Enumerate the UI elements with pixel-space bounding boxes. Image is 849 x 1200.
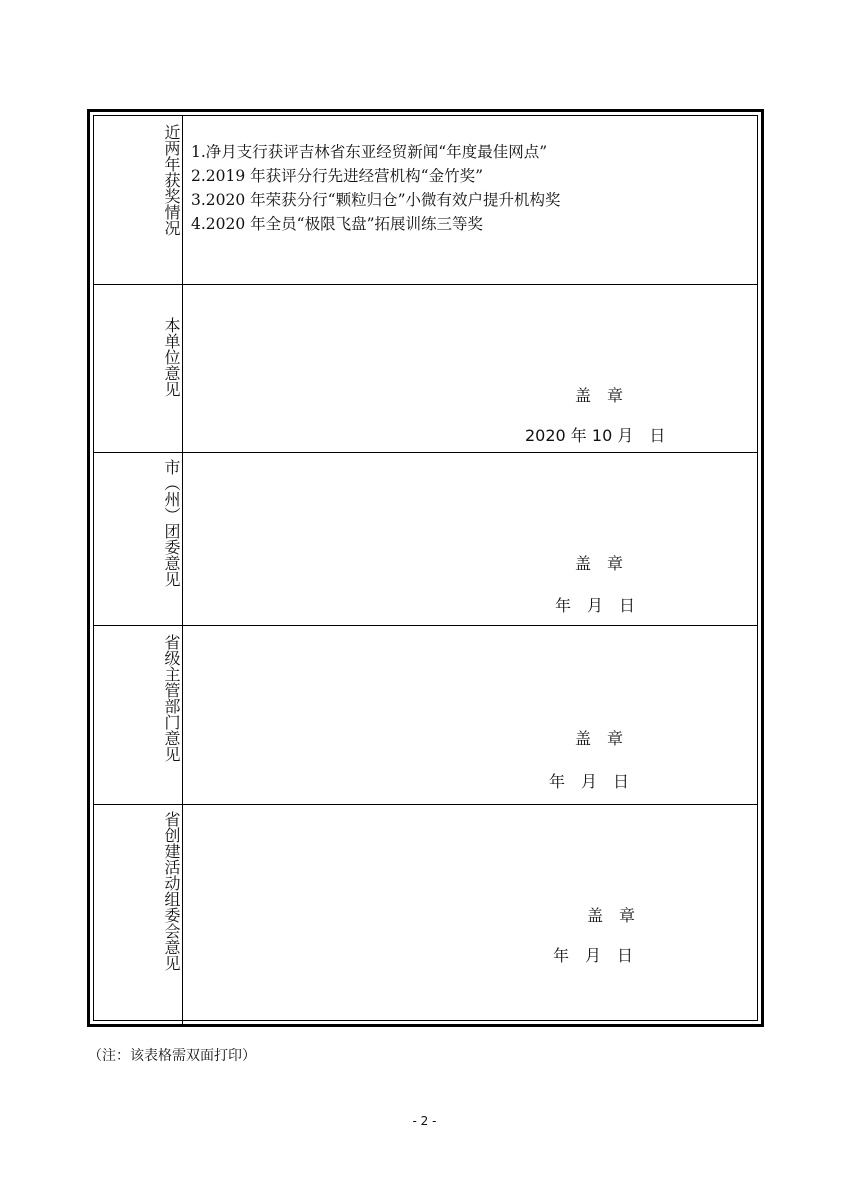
label-city-committee: 市（州）团委意见 — [162, 459, 181, 587]
label-organizing-committee: 省创建活动组委会意见 — [162, 811, 181, 971]
label-cell-provincial — [94, 626, 183, 804]
award-item-2: 2.2019 年获评分行先进经营机构“金竹奖” — [191, 167, 484, 185]
row-city-committee — [94, 453, 757, 626]
content-unit-opinion — [183, 285, 757, 452]
row-unit-opinion — [94, 285, 757, 453]
form-inner-border — [93, 115, 758, 1021]
application-form-table — [87, 109, 764, 1027]
page-number: - 2 - — [412, 1114, 437, 1128]
label-provincial-department: 省级主管部门意见 — [162, 634, 181, 762]
date-unit: 2020 年 10 月 日 — [525, 426, 666, 445]
date-city: 年 月 日 — [555, 596, 636, 615]
content-provincial-department — [183, 626, 757, 804]
seal-text-city: 盖 章 — [575, 554, 624, 573]
label-unit-opinion: 本单位意见 — [162, 317, 181, 397]
seal-text-unit: 盖 章 — [575, 386, 624, 405]
date-organizing: 年 月 日 — [553, 946, 634, 965]
awards-list — [191, 140, 561, 236]
label-cell-unit — [94, 285, 183, 452]
content-city-committee — [183, 453, 757, 625]
footnote: （注：该表格需双面打印） — [88, 1048, 256, 1064]
label-cell-awards — [94, 116, 183, 284]
seal-text-organizing: 盖 章 — [587, 906, 636, 925]
row-awards — [94, 116, 757, 285]
content-organizing-committee — [183, 805, 757, 1026]
seal-text-provincial: 盖 章 — [575, 729, 624, 748]
date-provincial: 年 月 日 — [549, 772, 630, 791]
label-cell-organizing — [94, 805, 183, 1026]
award-item-1: 1.净月支行获评吉林省东亚经贸新闻“年度最佳网点” — [191, 143, 548, 161]
content-awards — [183, 116, 757, 284]
label-awards: 近两年获奖情况 — [162, 124, 181, 236]
award-item-3: 3.2020 年荣获分行“颗粒归仓”小微有效户提升机构奖 — [191, 191, 561, 209]
label-cell-city — [94, 453, 183, 625]
row-provincial-department — [94, 626, 757, 805]
row-organizing-committee — [94, 805, 757, 1026]
award-item-4: 4.2020 年全员“极限飞盘”拓展训练三等奖 — [191, 215, 484, 233]
